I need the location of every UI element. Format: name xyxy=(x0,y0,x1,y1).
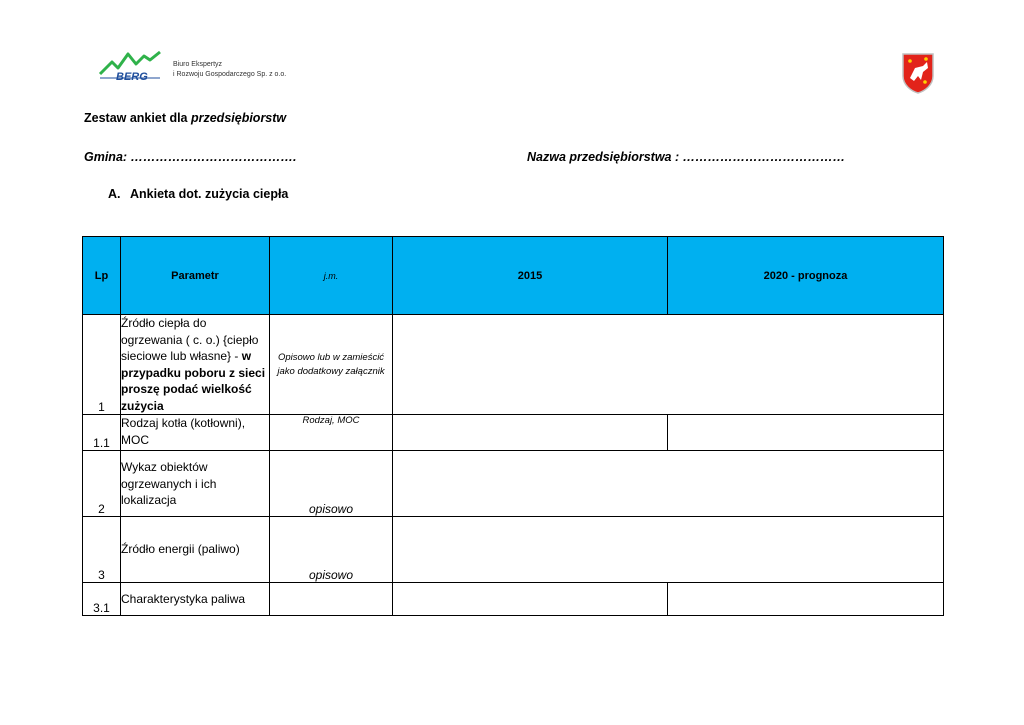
row-lp: 3 xyxy=(83,517,121,583)
row-unit: Opisowo lub w zamieścić jako dodatkowy załącznik xyxy=(270,315,393,415)
value-cell-2020[interactable] xyxy=(668,415,944,451)
param-text: Źródło ciepła do ogrzewania ( c. o.) {ciepło sieciowe lub własne} - xyxy=(121,316,259,363)
table-row xyxy=(83,415,944,451)
row-unit: Rodzaj, MOC xyxy=(270,415,393,451)
gmina-field: Gmina: …………………………………. xyxy=(84,150,297,164)
value-cell-2015[interactable] xyxy=(393,415,668,451)
value-cell-2015[interactable] xyxy=(393,583,668,616)
row-lp: 1.1 xyxy=(83,415,121,451)
section-label: Ankieta dot. zużycia ciepła xyxy=(130,187,289,201)
logo-name: BERG xyxy=(116,71,148,82)
table-row xyxy=(83,583,944,616)
header-parametr: Parametr xyxy=(121,237,270,315)
row-param: Charakterystyka paliwa xyxy=(121,583,270,616)
table-row xyxy=(83,517,944,583)
param-bold-text: w przypadku poboru z sieci proszę podać wielkość zużycia xyxy=(121,349,266,413)
row-unit[interactable] xyxy=(270,583,393,616)
title-prefix: Zestaw ankiet dla xyxy=(84,111,191,125)
value-cell-merged[interactable] xyxy=(393,451,944,517)
row-lp: 1 xyxy=(83,315,121,415)
logo-caption xyxy=(173,60,286,80)
section-letter: A. xyxy=(108,187,121,201)
section-heading xyxy=(108,187,288,201)
value-cell-merged[interactable] xyxy=(393,315,944,415)
header-jm: j.m. xyxy=(270,237,393,315)
berg-logo-mark xyxy=(98,48,168,82)
logo-line-1: Biuro Ekspertyz xyxy=(173,61,223,68)
row-lp: 3.1 xyxy=(83,583,121,616)
document-title xyxy=(84,111,286,125)
header-2020: 2020 - prognoza xyxy=(668,237,944,315)
row-unit: opisowo xyxy=(270,451,393,517)
value-cell-merged[interactable] xyxy=(393,517,944,583)
row-param xyxy=(121,315,270,415)
row-param: Rodzaj kotła (kotłowni), MOC xyxy=(121,415,270,451)
row-param: Źródło energii (paliwo) xyxy=(121,517,270,583)
row-param: Wykaz obiektów ogrzewanych i ich lokalizacja xyxy=(121,451,270,517)
heat-consumption-table xyxy=(82,236,944,616)
value-cell-2020[interactable] xyxy=(668,583,944,616)
table-header-row xyxy=(83,237,944,315)
row-unit: opisowo xyxy=(270,517,393,583)
table-row xyxy=(83,315,944,415)
logo-line-2: i Rozwoju Gospodarczego Sp. z o.o. xyxy=(173,71,287,78)
coat-of-arms-icon xyxy=(901,52,935,94)
company-name-field: Nazwa przedsiębiorstwa : ………………………………… xyxy=(527,150,846,164)
table-row xyxy=(83,451,944,517)
title-emphasis: przedsiębiorstw xyxy=(190,111,287,125)
header-lp: Lp xyxy=(83,237,121,315)
berg-logo xyxy=(98,48,298,84)
row-lp: 2 xyxy=(83,451,121,517)
header-2015: 2015 xyxy=(393,237,668,315)
